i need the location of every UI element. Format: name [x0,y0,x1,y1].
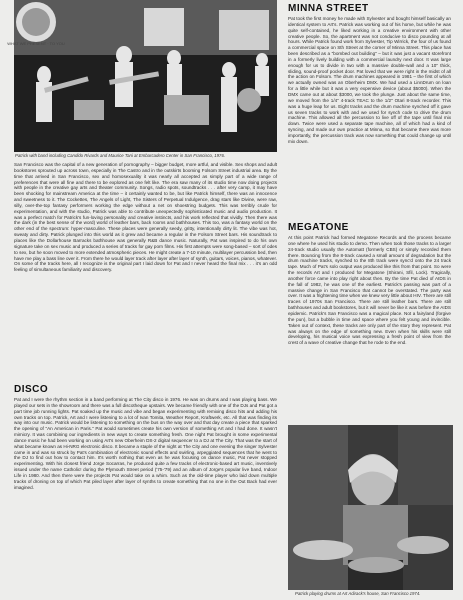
band-stage-photo [7,0,277,152]
megatone-text [288,235,451,423]
minna-street-text [288,16,451,154]
bottom-photo [288,425,453,590]
top-photo [7,0,277,152]
minna-paragraph: Pat took the first money he made with Sylvester and bought himself basically an identical system to Art's. Patrick was working out of his home, but while he was quite self-contained, he liked working in a creative environment with other creative people. So, the apartment was not conducive to disco pounding at all hours. While Patrick found work from Sylvester, Tip Wirrick, the four of us found a commercial space on Sth Street at the corner of Minna Street. This place has been described as a "bombed out building" – but it was just a vacant storefront in a formerly lively building with a commercial laundry next door. It was large enough for us to divide in two with a massive double-wall and a 10" thick, sliding, sound-proof pocket door. Pat loved that we were right in the midst of all the action on Folsom. The drum machines appeared in 1981 – the first of which we actually owned was an Oberheim DMX. We had used a LinnDrum on loan for a little while but it was a very expensive device (about $5000). When the DMX came out at about $3000, we took the plunge. Just about the same time, we moved from the 1/4" 4-track TEAC to the 1/2" Otari 8-track recorder. This was a huge leap for us. Eight tracks and the drum machine synched off it gave us seven tracks to work with and we used for synch code to drive the drum machine. This allowed all the percussion to live off of the tape until final mix down. Twice were used a separate tape machine, all of which had a kind of syncing, and made our own practice at Minna, so that became there was more importantly, the percussion track was now something that could change up until mix down. [288,16,451,144]
disco-text [14,397,277,597]
intro-paragraph: San Francisco was the capital of a new generation of pornography – bigger budget, more artful, and visible. Sex shops and adult bookstores sprouted up across town, especially in The Castro and in the outskirts booming Folsom Street industrial area. By the time that arrived in San Francisco, sex and homosexuality it was nearly all accepted as simply part of a wide range of preferences that were all fine and there to be explored as one felt like. The era saw many of its studio time now doing projects with people in the creative gay arts and theater community. Songs, radio spots, soundtracks . . . after very camp, it may have been shocking for mainstream America at the time – it certainly wanted to be, but like Patrick himself, there was an innocence and sweetness to it. The Cockettes, The Angels of Light, The Sisters of Perpetual Indulgence, drag stars like Divine, were raw, silly, over-the-top fantasy performers working the edge without a net on shoestring budgets. This was terribly crude for experimentation, and with the studio, Patrick was able to contribute unexpectedly sophisticated music and audio production. It was a perfect match for Patrick's fun-loving personality and creative instincts, and his work reflected that vividly. Then there was the dark (in the best sense of the word) world of leather bars, back rooms and bathhouses. This too, was a fantasy world on the other end of the spectrum: hyper-masculine. These places were generally seedy, gritty, intentionally dirty lit. The vibe was hot, sweaty and dirty. Patrick plunged into this world as it grew and became a regular in the Folsom Street bars. His soundtrack to places like the Dollarhouse Barracks bathhouse was generally R&B dance music. Naturally, Pat was inspired to do his own signature take on sex music and produced a series of tracks for gay porn films. His first attempts were song-based – sort of odes to sex, but he soon moved to more extended atmospheric pieces. He might create a 7-10 minute, multilayer percussion bed, then have me play a bass line over it. From there he would layer track after layer after layer of synth, guitars, voices, pianos, whatever. On some of the tracks here, all I recognize is the original part I laid down for Pat and I never heard the final mix . . . it's an odd feeling of simultaneous familiarity and discovery. [14,162,277,273]
bottom-photo-caption: Patrick playing drums at Art Adirack's house, San Francisco 1974. [295,591,421,596]
drummer-photo [288,425,453,590]
megatone-paragraph: At this point Patrick had formed Megatone Records and the process became one where he used his studio to demo. Then when took those tracks to a larger 24-track studio usually the Automatt (formerly CBS) or simply recorded them there. Bouncing from the 8-track caused a small amount of degradation but the drum machine tracks, synched to the 8th track were sync'd onto the 24 track tape. Much of Pat's solo output was produced like this from that point. So were the records Art and I produced for Megatone (Shirani, Sfil, Lock). Tragically, another force came into play right about then. By the time Pat died of AIDS in the fall of 1982, he was one of the earliest. Patrick's passing was part of a massive change in San Francisco that cannot be overstated. The party was over. It was a frightening time when we knew very little about HIV. There are still traces of 1970s San Francisco. There are still leather bars. There are still bathhouses and adult bookstores, but it will never be like it was before the AIDS epidemic. Patrick's San Francisco was a magical place. Not a fairyland (forgive the pun), but a bubble in time and space where you felt young and invincible. Taken out of context, these tracks are only part of the story they represent. Pat was always on the edge of something new. Even when his skills were still developing, his musical voice was expressing a fresh point of view from the crest of a wave of creative change that he rode to the end. [288,235,451,346]
intro-text [14,162,277,382]
svg-text:WHAT WE PRESENT · TO YOU: WHAT WE PRESENT · TO YOU [7,41,65,46]
minna-street-heading: MINNA STREET [288,3,369,14]
disco-heading: DISCO [14,384,49,395]
disco-paragraph: Pat and I were the rhythm section in a band performing at The City disco in 1976. He was on drums and I was playing bass. We played our sets in the showroom and there was a full discotheque upstairs. We became friendly with one of the DJs and Pat got a part time job running lights. Pat soaked up the music and vibe and began experimenting with remixing disco hits and adding his own tracks on top. Patrick, Art and I were listening to a lot of Ivan Tomita, Weather Report, Kraftwerk, etc. All that was finding its way into our music. Patrick would be listening to something on the bus on the way over and that day create a piece that sparked the opening of "An American in Paris." Pat would sometimes create his own version of something Art and I had done. It wasn't mimicry. It was combining our ingredients in new ways to create something fresh. One night Pat brought in some experimental dance music he had been working on using Art's new Oberheim DS-2 digital sequencer to a DJ at The City. That was the start of what became known as Hi-NRG electronic disco. It became a staple of the night at The City and one evening the singer Sylvester came in and was so struck by Pat's combination of electronic sound effects and swirling, arpeggiated sequences that he went to the DJ to find out how to contact him. It's worth nothing that even as he was focusing on dance music, Pat never stopped experimenting. With his closest friend Jorge Socarras, he produced quite a few tracks of electronic-based art music, inventively issued under the name Catholic! during the Plymouth Street period ('75-'79) and an album of Jorge's popular live band, Indoor Life in 1980. And then there were the projects Pat would take on a whim. Such as the old-time player who laid down multiple tracks of droning on top of which Pat piled layer after layer of synths to create something that no one in the Out Back had ever imagined. [14,397,277,490]
megatone-heading: MEGATONE [288,222,349,233]
top-photo-caption: Patrick with band including Candido Rivards and Maurice Tani at Embarcadero Center in San Francisco, 1976. [15,153,226,158]
